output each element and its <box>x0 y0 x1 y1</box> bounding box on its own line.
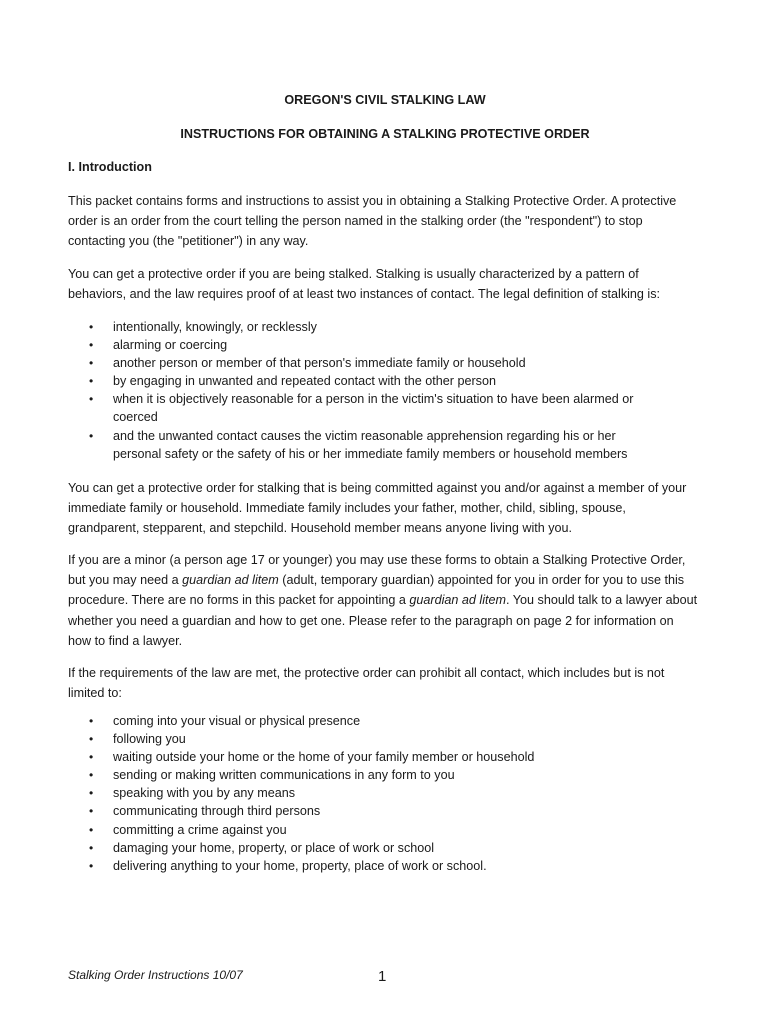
list-item <box>0 354 653 372</box>
intro-paragraph-2 <box>68 264 698 304</box>
intro-paragraph-3 <box>68 478 698 539</box>
bullet-icon: • <box>89 392 94 407</box>
list-item <box>0 821 653 839</box>
bullet-icon: • <box>89 786 94 801</box>
list-item-text: committing a crime against you <box>113 822 287 837</box>
list-item-text: alarming or coercing <box>113 338 228 353</box>
list-item-text: sending or making written communications in any form to you <box>113 768 455 783</box>
bullet-icon: • <box>89 858 94 873</box>
bullet-icon: • <box>89 374 94 389</box>
list-item <box>0 318 653 336</box>
paragraph-text: You can get a protective order if you are being stalked. Stalking is usually characterized by a pattern of behaviors, and the law requires proof of at least two instances of contact. The legal definition of stalking is: <box>68 267 661 302</box>
section-heading: I. Introduction <box>68 160 152 174</box>
bullet-icon: • <box>89 732 94 747</box>
bullet-icon: • <box>89 356 94 371</box>
page-number: 1 <box>378 968 387 985</box>
stalking-definition-list <box>0 318 770 463</box>
document-subtitle: INSTRUCTIONS FOR OBTAINING A STALKING PROTECTIVE ORDER <box>180 127 590 141</box>
list-item <box>0 748 653 766</box>
paragraph-text: This packet contains forms and instructions to assist you in obtaining a Stalking Protective Order. A protective order is an order from the court telling the person named in the stalking order (the "respondent") to stop contacting you (the "petitioner") in any way. <box>68 194 677 249</box>
list-item-text: by engaging in unwanted and repeated contact with the other person <box>113 374 496 389</box>
bullet-icon: • <box>89 804 94 819</box>
bullet-icon: • <box>89 320 94 334</box>
list-item-text: following you <box>113 732 186 747</box>
bullet-icon: • <box>89 428 94 443</box>
italic-term: guardian ad litem <box>409 593 507 608</box>
footer-document-label: Stalking Order Instructions 10/07 <box>68 968 243 982</box>
list-item-text: when it is objectively reasonable for a person in the victim's situation to have been alarmed or coerced <box>113 392 634 425</box>
list-item <box>0 372 653 390</box>
intro-paragraph-5 <box>68 663 698 703</box>
list-item <box>0 784 653 802</box>
list-item <box>0 802 653 820</box>
list-item-text: intentionally, knowingly, or recklessly <box>113 320 317 334</box>
bullet-icon: • <box>89 714 94 728</box>
paragraph-text: You can get a protective order for stalking that is being committed against you and/or against a member of your immediate family or household. Immediate family includes your father, mother, child, sibling, spouse, grandparent, stepparent, and stepchild. Household member means anyone living with you. <box>68 481 687 536</box>
intro-paragraph-1 <box>68 191 698 252</box>
intro-paragraph-4 <box>68 550 698 651</box>
list-item-text: communicating through third persons <box>113 804 321 819</box>
list-item <box>0 839 653 857</box>
list-item-text: another person or member of that person's immediate family or household <box>113 356 526 371</box>
list-item <box>0 712 653 730</box>
text-run: . You should talk to a lawyer about whether you need a guardian and how to get one. Please refer to the paragraph on page 2 for information on how to find a lawyer. <box>68 593 698 648</box>
list-item-text: speaking with you by any means <box>113 786 296 801</box>
bullet-icon: • <box>89 768 94 783</box>
bullet-icon: • <box>89 822 94 837</box>
list-item <box>0 730 653 748</box>
list-item-text: delivering anything to your home, property, place of work or school. <box>113 858 487 873</box>
bullet-icon: • <box>89 338 94 353</box>
list-item-text: damaging your home, property, or place of work or school <box>113 840 435 855</box>
list-item <box>0 766 653 784</box>
bullet-icon: • <box>89 750 94 765</box>
list-item-text: waiting outside your home or the home of your family member or household <box>113 750 535 765</box>
document-title: OREGON'S CIVIL STALKING LAW <box>284 93 486 107</box>
italic-term: guardian ad litem <box>182 573 279 588</box>
paragraph-text <box>68 550 698 651</box>
prohibited-contact-list <box>0 712 770 875</box>
list-item <box>0 857 653 875</box>
paragraph-text: If the requirements of the law are met, the protective order can prohibit all contact, which includes but is not limited to: <box>68 666 665 701</box>
bullet-icon: • <box>89 840 94 855</box>
list-item-text: coming into your visual or physical presence <box>113 714 361 728</box>
text-run: (adult, temporary guardian) appointed for you in order for you to use this procedure. There are no forms in this packet for appointing a <box>68 573 685 608</box>
list-item-text: and the unwanted contact causes the victim reasonable apprehension regarding his or her personal safety or the safety of his or her immediate family members or household members <box>113 428 628 461</box>
text-run: If you are a minor (a person age 17 or younger) you may use these forms to obtain a Stalking Protective Order, but you may need a <box>68 553 686 588</box>
list-item <box>0 390 653 426</box>
list-item <box>0 336 653 354</box>
list-item <box>0 427 653 463</box>
